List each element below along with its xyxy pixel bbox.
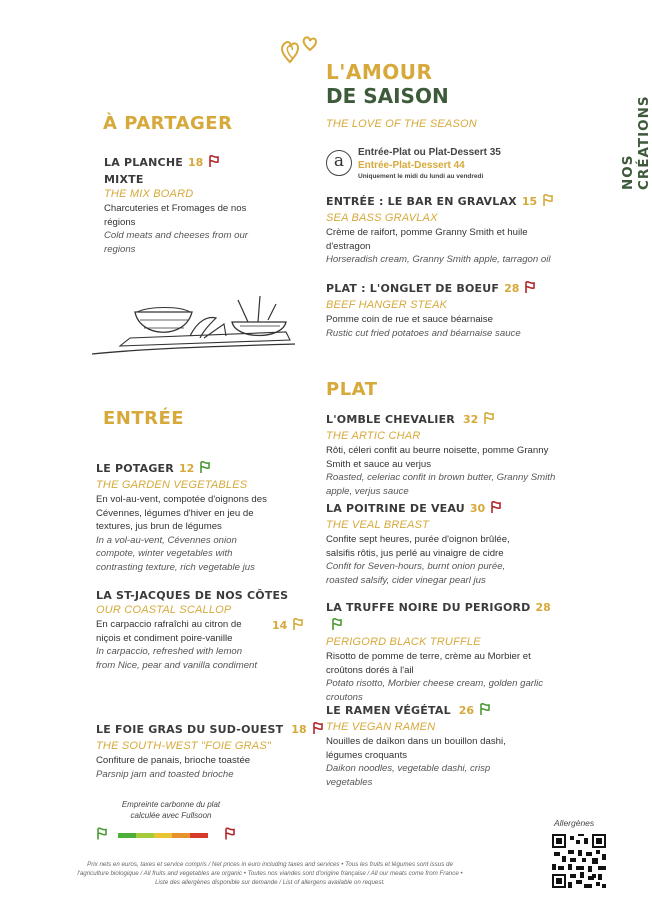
dish-en-title: PERIGORD BLACK TRUFFLE — [326, 636, 481, 648]
flag-green-icon — [331, 618, 343, 631]
side-title: NOS CRÉATIONS — [620, 95, 652, 190]
dish-name: ENTRÉE : LE BAR EN GRAVLAX — [326, 195, 517, 208]
offer-line3: Uniquement le midi du lundi au vendredi — [358, 173, 484, 180]
dish-en-title: THE ARTIC CHAR — [326, 430, 421, 442]
menu-offer — [326, 146, 586, 182]
dish-bar-gravlax — [326, 192, 571, 267]
offer-logo: a — [326, 150, 352, 176]
dish-truffe-noire — [326, 598, 566, 704]
dish-desc-en: Confit for Seven-hours, burnt onion purée, roasted salsify, cider vinegar pearl jus — [326, 561, 506, 586]
carbon-scale-segment — [172, 833, 190, 838]
qr-code-icon[interactable] — [552, 834, 606, 888]
section-title-partager: À PARTAGER — [103, 113, 233, 134]
dish-name: LE FOIE GRAS DU SUD-OUEST — [96, 723, 284, 736]
carbon-caption-line2: calculée avec Fullsoon — [130, 811, 212, 820]
dish-desc-en: Horseradish cream, Granny Smith apple, tarragon oil — [326, 254, 551, 266]
offer-line1: Entrée-Plat ou Plat-Dessert 35 — [358, 147, 501, 158]
dish-en-title: THE GARDEN VEGETABLES — [96, 479, 248, 491]
dish-le-potager — [96, 459, 276, 575]
dish-desc-en: Potato risotto, Morbier cheese cream, golden garlic croutons — [326, 678, 544, 703]
dish-desc: En vol-au-vent, compotée d'oignons des Cévennes, légumes d'hiver en jeu de textures, jus brun de légumes — [96, 494, 267, 533]
dish-desc-en: Daikon noodles, vegetable dashi, crisp vegetables — [326, 763, 491, 788]
dish-st-jacques — [96, 589, 316, 672]
dish-desc: Confite sept heures, purée d'oignon brûlée, salsifis rôtis, jus perlé au vinaigre de cidre — [326, 534, 510, 559]
sharing-board-illustration — [90, 290, 300, 358]
dish-name: LE POTAGER — [96, 462, 174, 475]
dish-desc: Charcuteries et Fromages de nos régions — [104, 203, 247, 228]
dish-desc-en: In a vol-au-vent, Cévennes onion compote, winter vegetables with contrasting texture, rich vegetable jus — [96, 534, 255, 573]
footer-line2: l'agriculture biologique / All fruits and vegetables are organic • Toutes nos viandes sont d'origine française / All our meats come from France • — [77, 870, 463, 877]
dish-desc: Confiture de panais, brioche toastée — [96, 755, 251, 766]
dish-desc-en: Parsnip jam and toasted brioche — [96, 768, 234, 780]
carbon-scale-segment — [154, 833, 172, 838]
page-title-line2: DE SAISON — [326, 84, 449, 108]
flag-gold-icon — [292, 618, 304, 631]
allergens-label: Allergènes — [554, 818, 595, 828]
dish-desc: Rôti, céleri confit au beurre noisette, pomme Granny Smith et sauce au verjus — [326, 445, 549, 470]
dish-foie-gras — [96, 720, 326, 781]
dish-price: 15 — [521, 195, 538, 208]
dish-en-title: THE VEAL BREAST — [326, 519, 430, 531]
dish-onglet-boeuf — [326, 279, 571, 340]
dish-desc: Pomme coin de rue et sauce béarnaise — [326, 314, 493, 325]
dish-name: LA TRUFFE NOIRE DU PERIGORD — [326, 601, 531, 614]
dish-name: LA POITRINE DE VEAU — [326, 502, 465, 515]
dish-price: 26 — [458, 704, 475, 717]
dish-name: LE RAMEN VÉGÉTAL — [326, 704, 451, 717]
flag-gold-icon — [542, 194, 554, 207]
footer-line3: Liste des allergènes disponible sur demande / List of allergens available on request. — [155, 879, 385, 886]
dish-poitrine-veau — [326, 499, 536, 587]
dish-desc: En carpaccio rafraîchi au citron de niçois et condiment poire-vanille — [96, 619, 242, 644]
dish-en-title: THE SOUTH-WEST "FOIE GRAS" — [96, 740, 271, 752]
dish-en-title: SEA BASS GRAVLAX — [326, 212, 438, 224]
carbon-scale-segment — [136, 833, 154, 838]
dish-desc: Crème de raifort, pomme Granny Smith et huile d'estragon — [326, 227, 528, 252]
dish-en-title: THE VEGAN RAMEN — [326, 721, 436, 733]
flag-red-icon — [524, 281, 536, 294]
dish-price: 12 — [178, 462, 195, 475]
page-title-line1: L'AMOUR — [326, 60, 433, 84]
flag-gold-icon — [483, 412, 495, 425]
dish-en-title: OUR COASTAL SCALLOP — [96, 604, 232, 616]
dish-price: 18 — [291, 723, 307, 736]
carbon-scale-bar — [118, 833, 208, 838]
dish-price: 28 — [504, 282, 520, 295]
dish-omble-chevalier — [326, 410, 556, 498]
dish-la-planche — [104, 153, 274, 256]
carbon-legend — [96, 800, 246, 843]
section-title-entree: ENTRÉE — [103, 408, 185, 429]
dish-desc: Nouilles de daïkon dans un bouillon dashi, légumes croquants — [326, 736, 506, 761]
dish-desc-en: In carpaccio, refreshed with lemon from Nice, pear and vanilla condiment — [96, 646, 258, 671]
dish-price: 30 — [469, 502, 486, 515]
carbon-scale-segment — [190, 833, 208, 838]
section-title-plat: PLAT — [326, 379, 378, 400]
flag-green-icon — [479, 703, 491, 716]
carbon-caption-line1: Empreinte carbonne du plat — [121, 800, 221, 809]
dish-price: 18 — [187, 156, 204, 169]
dish-desc-en: Cold meats and cheeses from our regions — [104, 230, 248, 255]
flag-red-icon — [490, 501, 502, 514]
flag-red-icon — [312, 722, 324, 735]
dish-desc-en: Rustic cut fried potatoes and béarnaise sauce — [326, 327, 521, 339]
footer-line1: Prix nets en euros, taxes et service compris / Net prices in euro including taxes and services • Tous les fruits et légumes sont issus de — [87, 861, 453, 868]
dish-ramen-vegetal — [326, 701, 526, 789]
dish-desc: Risotto de pomme de terre, crème au Morbier et croûtons dorés à l'ail — [326, 651, 531, 676]
carbon-scale-segment — [118, 833, 136, 838]
dish-name-line2: MIXTE — [104, 173, 144, 186]
dish-name: L'OMBLE CHEVALIER — [326, 413, 455, 426]
footer-notes — [40, 860, 500, 887]
offer-line2: Entrée-Plat-Dessert 44 — [358, 160, 465, 171]
season-header — [326, 60, 477, 130]
dish-name: LA ST-JACQUES DE NOS CÔTES — [96, 589, 289, 602]
flag-green-icon — [96, 827, 108, 841]
dish-en-title: BEEF HANGER STEAK — [326, 299, 448, 311]
dish-price: 14 — [272, 619, 288, 632]
flag-green-icon — [199, 461, 211, 474]
hearts-logo-icon — [280, 34, 320, 66]
flag-red-icon — [224, 827, 236, 841]
dish-price: 32 — [462, 413, 479, 426]
dish-name: LA PLANCHE — [104, 156, 183, 169]
dish-price: 28 — [535, 601, 551, 614]
dish-en-title: THE MIX BOARD — [104, 188, 194, 200]
page-subtitle: THE LOVE OF THE SEASON — [326, 118, 477, 130]
dish-name: PLAT : L'ONGLET DE BOEUF — [326, 282, 500, 295]
flag-red-icon — [208, 155, 220, 168]
dish-desc-en: Roasted, celeriac confit in brown butter, Granny Smith apple, verjus sauce — [326, 472, 556, 497]
